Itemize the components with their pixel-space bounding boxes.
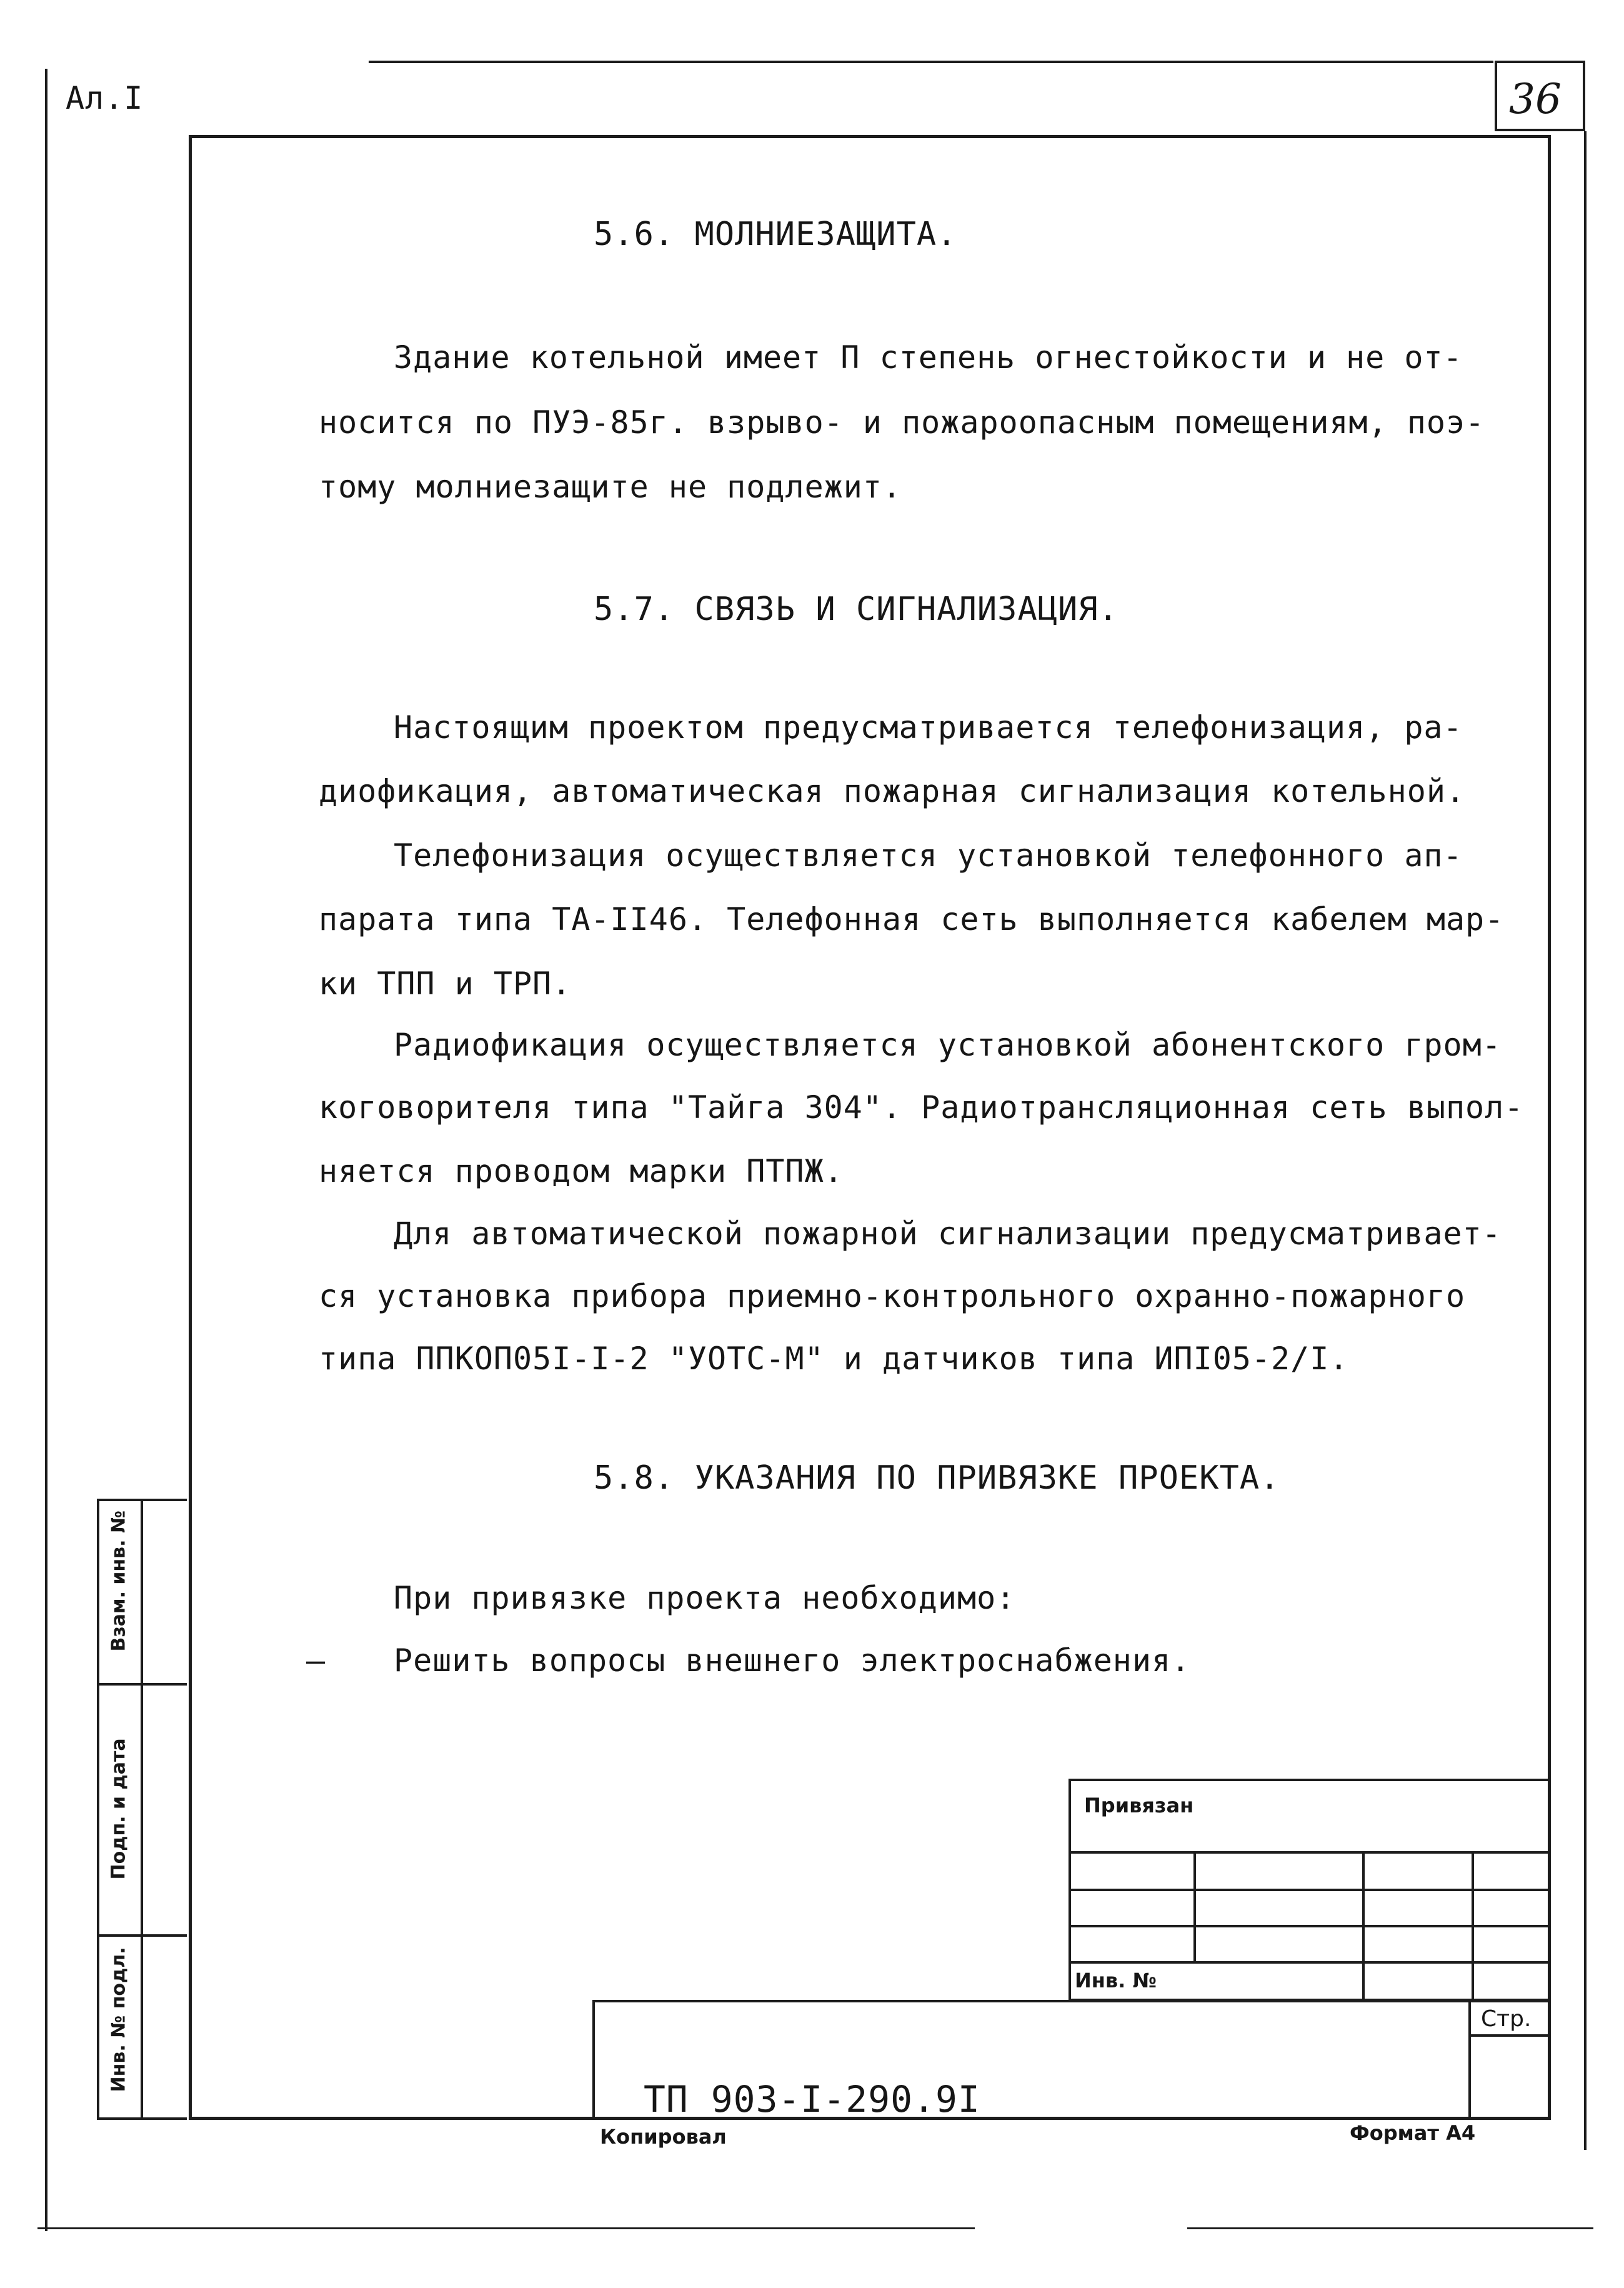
binding-col-line (1362, 1851, 1365, 2001)
section-heading-communication: 5.7. СВЯЗЬ И СИГНАЛИЗАЦИЯ. (594, 591, 1118, 628)
side-stamp-row-divider (97, 1934, 187, 1937)
paragraph-line: коговорителя типа "Тайга 304". Радиотрансляционная сеть выпол- (319, 1089, 1524, 1126)
paragraph-line: При привязке проекта необходимо: (394, 1580, 1016, 1616)
section-heading-lightning: 5.6. МОЛНИЕЗАЩИТА. (594, 216, 957, 253)
paragraph-line: няется проводом марки ПТПЖ. (319, 1153, 844, 1189)
paragraph-line: тому молниезащите не подлежит. (319, 469, 902, 505)
sheet-cell-line (1468, 2034, 1551, 2037)
right-rule-outer (1584, 131, 1587, 2150)
binding-row-line (1069, 1889, 1551, 1891)
inventory-number-label: Инв. № (1075, 1969, 1157, 1992)
document-code: ТП 903-I-290.9I (644, 2078, 980, 2121)
side-stamp-row-divider (97, 1683, 187, 1686)
copied-by-label: Копировал (600, 2125, 727, 2149)
side-stamp-signature-date: Подп. и дата (107, 1738, 130, 1880)
format-label: Формат А4 (1350, 2121, 1476, 2145)
paragraph-line: Для автоматической пожарной сигнализации предусматривает- (394, 1216, 1502, 1252)
paragraph-line: ся установка прибора приемно-контрольного охранно-пожарного (319, 1278, 1466, 1314)
binding-col-line (1193, 1851, 1196, 1962)
paragraph-line: диофикация, автоматическая пожарная сигнализация котельной. (319, 773, 1466, 809)
page-number: 36 (1509, 75, 1562, 123)
bottom-rule (37, 2227, 975, 2229)
binding-row-line (1069, 1851, 1551, 1854)
paragraph-line: носится по ПУЭ-85г. взрыво- и пожароопасным помещениям, поэ- (319, 404, 1485, 441)
side-stamp-divider (141, 1499, 143, 2120)
binding-label: Привязан (1084, 1794, 1194, 1817)
sheet-cell-divider (1468, 2000, 1471, 2120)
top-rule (369, 61, 1493, 63)
paragraph-line: ки ТПП и ТРП. (319, 966, 572, 1002)
paragraph-line: типа ППКОП05I-I-2 "УОТС-М" и датчиков типа ИПI05-2/I. (319, 1341, 1349, 1377)
binding-col-line (1472, 1851, 1474, 2001)
binding-row-line (1069, 1961, 1551, 1964)
binding-row-line (1069, 1925, 1551, 1927)
paragraph-line: Здание котельной имеет П степень огнестойкости и не от- (394, 339, 1463, 376)
left-rule (45, 69, 47, 2231)
list-bullet: – (306, 1642, 326, 1679)
paragraph-line: парата типа ТА-II46. Телефонная сеть выполняется кабелем мар- (319, 901, 1505, 937)
section-heading-binding: 5.8. УКАЗАНИЯ ПО ПРИВЯЗКЕ ПРОЕКТА. (594, 1459, 1280, 1497)
paragraph-line: Радиофикация осуществляется установкой абонентского гром- (394, 1027, 1502, 1063)
list-item: Решить вопросы внешнего электроснабжения. (394, 1642, 1191, 1679)
sheet-label: Стр. (1481, 2006, 1532, 2032)
side-stamp-original-inv: Инв. № подл. (107, 1947, 130, 2092)
side-stamp-replaced-inv: Взам. инв. № (107, 1510, 130, 1652)
paragraph-line: Настоящим проектом предусматривается телефонизация, ра- (394, 709, 1463, 746)
paragraph-line: Телефонизация осуществляется установкой телефонного ап- (394, 837, 1463, 874)
bottom-rule-right (1187, 2227, 1593, 2229)
sheet-label: Ал.I (66, 80, 144, 116)
